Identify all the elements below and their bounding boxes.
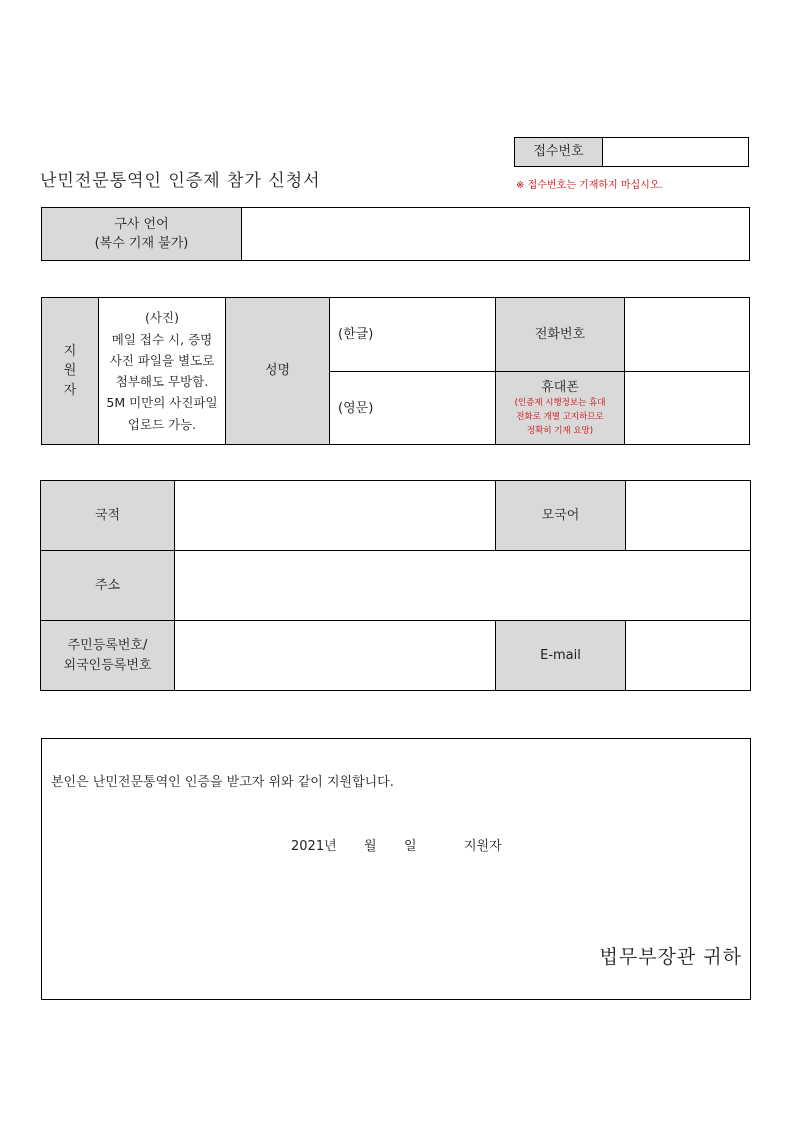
declaration-day: 일	[404, 839, 417, 854]
photo-area[interactable]	[98, 297, 226, 445]
registration-number-label-line1: 주민등록번호/	[67, 638, 148, 653]
photo-instruction-line: 메일 접수 시, 증명	[111, 331, 213, 347]
registration-number-field[interactable]	[174, 620, 496, 691]
mobile-label	[495, 371, 625, 445]
receipt-number-field[interactable]	[602, 137, 749, 167]
email-label	[495, 620, 626, 691]
name-label	[225, 297, 330, 445]
nationality-field[interactable]	[174, 480, 496, 551]
address-field[interactable]	[174, 550, 751, 621]
name-label-text: 성명	[264, 363, 291, 379]
language-label-line1: 구사 언어	[114, 216, 169, 232]
email-field[interactable]	[625, 620, 751, 691]
mother-tongue-label	[495, 480, 626, 551]
mobile-field[interactable]	[624, 371, 750, 445]
address-label	[40, 550, 175, 621]
declaration-recipient: 법무부장관 귀하	[599, 946, 742, 968]
address-label-text: 주소	[94, 577, 121, 593]
receipt-number-label	[514, 137, 603, 167]
declaration-month: 월	[364, 839, 377, 854]
name-english-label: (영문)	[338, 401, 374, 416]
nationality-label-text: 국적	[94, 507, 121, 523]
applicant-side-char-2: 원	[63, 363, 77, 379]
phone-label	[495, 297, 625, 372]
registration-number-label	[40, 620, 175, 691]
email-label-text: E-mail	[540, 647, 581, 663]
photo-instruction-line: 사진 파일을 별도로	[109, 352, 215, 368]
name-english-field[interactable]	[329, 371, 496, 445]
registration-number-label-line2: 외국인등록번호	[63, 657, 152, 673]
mother-tongue-field[interactable]	[625, 480, 751, 551]
language-label	[41, 207, 242, 261]
applicant-side-char-1: 지	[63, 343, 77, 359]
applicant-side-char-3: 자	[63, 382, 77, 398]
photo-instruction-line: 업로드 가능.	[127, 416, 197, 432]
page-title: 난민전문통역인 인증제 참가 신청서	[40, 171, 321, 191]
phone-field[interactable]	[624, 297, 750, 372]
phone-label-text: 전화번호	[534, 326, 586, 342]
mobile-label-text: 휴대폰	[541, 379, 579, 395]
language-field[interactable]	[241, 207, 750, 261]
language-label-line2: (복수 기재 불가)	[94, 236, 189, 251]
photo-instruction-line: 첨부해도 무방함.	[115, 374, 209, 389]
receipt-note: ※ 접수번호는 기재하지 마십시오.	[516, 180, 663, 191]
nationality-label	[40, 480, 175, 551]
mobile-note-line: 정확히 기재 요망)	[526, 425, 594, 436]
name-korean-label: (한글)	[338, 327, 374, 342]
name-korean-field[interactable]	[329, 297, 496, 372]
declaration-box	[41, 738, 751, 1000]
mother-tongue-label-text: 모국어	[541, 507, 580, 523]
mobile-note-line: 전화로 개별 고지하므로	[516, 411, 604, 422]
photo-caption: (사진)	[145, 310, 179, 326]
receipt-number-label-text: 접수번호	[533, 144, 584, 160]
declaration-applicant-word: 지원자	[464, 839, 502, 854]
declaration-year: 2021년	[291, 839, 337, 854]
declaration-statement: 본인은 난민전문통역인 인증을 받고자 위와 같이 지원합니다.	[51, 775, 394, 790]
mobile-note-line: (인증제 시행정보는 휴대	[514, 398, 606, 409]
applicant-side-label	[41, 297, 99, 445]
photo-instruction-line: 5M 미만의 사진파일	[106, 395, 218, 411]
